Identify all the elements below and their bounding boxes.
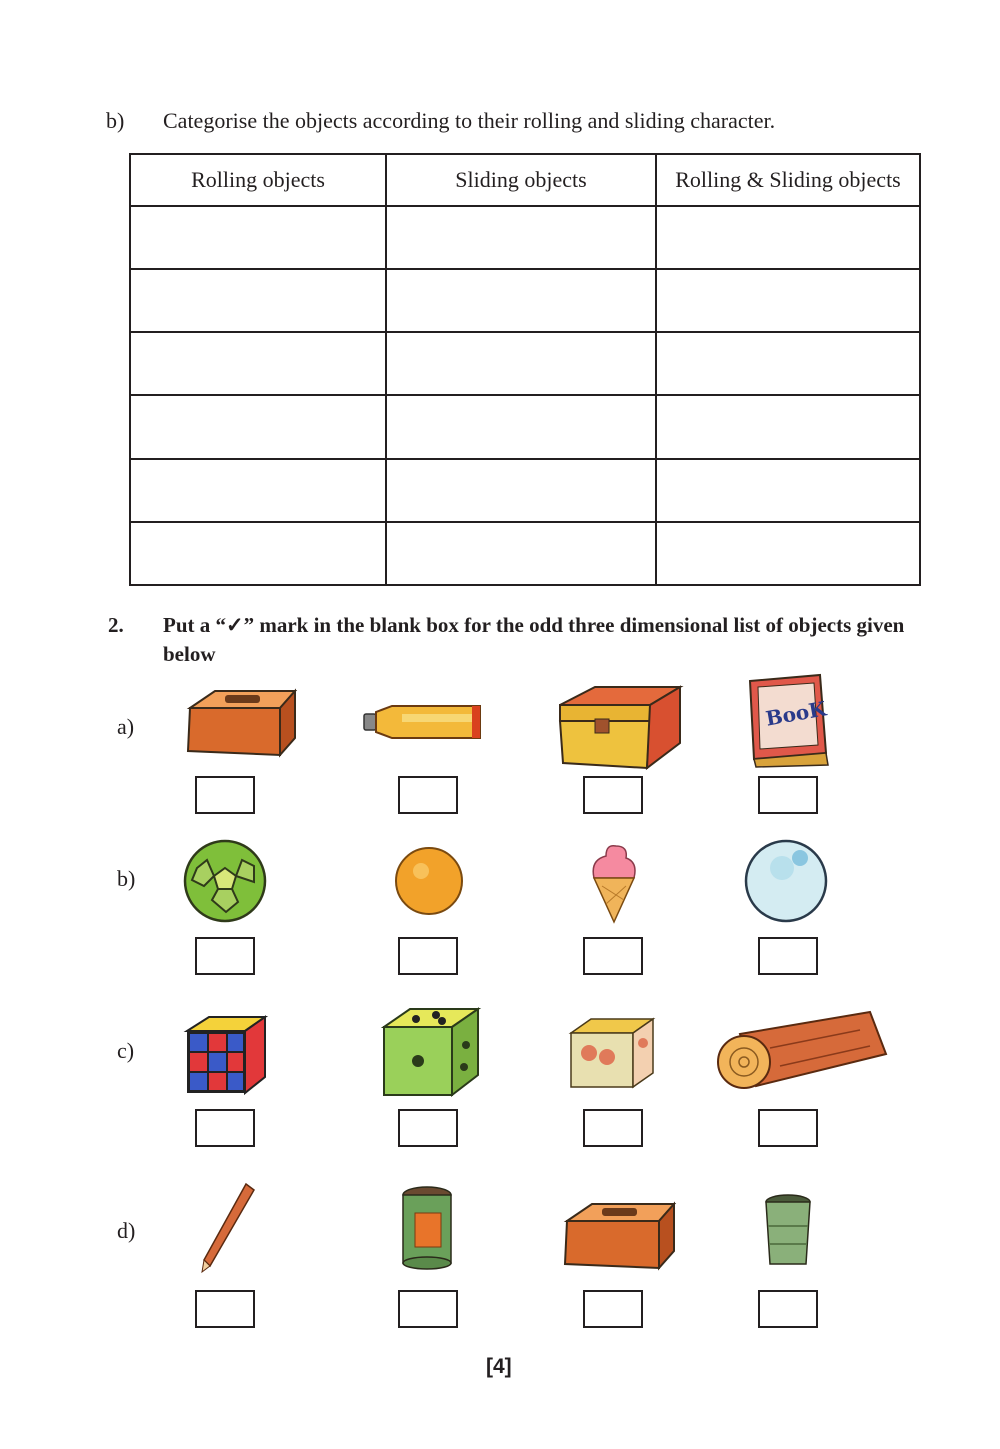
table-cell[interactable] — [130, 395, 386, 458]
row-label-a: a) — [117, 714, 135, 739]
table-cell[interactable] — [386, 395, 656, 458]
question-2-text: Put a “✓” mark in the blank box for the odd three dimensional list of objects given below — [163, 613, 905, 666]
svg-text:BooK: BooK — [763, 696, 829, 731]
page-number: [4] — [486, 1355, 512, 1378]
biscuit-box-icon — [567, 1015, 657, 1090]
answer-box-a1[interactable] — [195, 776, 255, 814]
table-cell[interactable] — [656, 206, 920, 269]
dice-icon — [380, 1005, 482, 1100]
answer-box-c2[interactable] — [398, 1109, 458, 1147]
tin-can-icon — [397, 1185, 457, 1270]
table-cell[interactable] — [130, 332, 386, 395]
table-cell[interactable] — [656, 269, 920, 332]
table-cell[interactable] — [656, 459, 920, 522]
chest-box-icon — [555, 683, 685, 773]
table-cell[interactable] — [386, 459, 656, 522]
table-cell[interactable] — [656, 332, 920, 395]
row-label-c: c) — [117, 1038, 135, 1063]
ice-cream-cone-icon — [584, 840, 644, 925]
table-cell[interactable] — [656, 522, 920, 585]
table-row — [130, 332, 920, 395]
answer-box-a2[interactable] — [398, 776, 458, 814]
answer-box-b2[interactable] — [398, 937, 458, 975]
answer-box-c3[interactable] — [583, 1109, 643, 1147]
question-2-number: 2. — [108, 613, 124, 637]
answer-box-d1[interactable] — [195, 1290, 255, 1328]
header-rolling-sliding: Rolling & Sliding objects — [656, 154, 920, 206]
rubik-cube-icon — [183, 1013, 269, 1099]
table-cell[interactable] — [386, 206, 656, 269]
table-cell[interactable] — [386, 332, 656, 395]
table-cell[interactable] — [130, 269, 386, 332]
table-row — [130, 522, 920, 585]
tissue-box-icon — [180, 683, 300, 763]
orange-icon — [393, 845, 465, 917]
answer-box-c4[interactable] — [758, 1109, 818, 1147]
row-label-d: d) — [117, 1218, 136, 1243]
table-cell[interactable] — [130, 206, 386, 269]
answer-box-d4[interactable] — [758, 1290, 818, 1328]
answer-box-b3[interactable] — [583, 937, 643, 975]
wooden-log-icon — [710, 1008, 892, 1098]
categorise-table — [129, 153, 921, 586]
answer-box-d2[interactable] — [398, 1290, 458, 1328]
answer-box-b4[interactable] — [758, 937, 818, 975]
question-b-text: Categorise the objects according to their rolling and sliding character. — [163, 108, 776, 133]
row-label-b: b) — [117, 866, 136, 891]
question-b-label: b) — [106, 108, 125, 133]
table-cell[interactable] — [130, 522, 386, 585]
table-cell[interactable] — [386, 269, 656, 332]
paste-tube-icon — [362, 700, 487, 745]
header-sliding: Sliding objects — [386, 154, 656, 206]
answer-box-d3[interactable] — [583, 1290, 643, 1328]
answer-box-c1[interactable] — [195, 1109, 255, 1147]
table-row — [130, 459, 920, 522]
book-icon — [742, 673, 832, 768]
header-rolling: Rolling objects — [130, 154, 386, 206]
table-cell[interactable] — [386, 522, 656, 585]
tissue-box-icon — [557, 1196, 679, 1276]
table-row — [130, 269, 920, 332]
answer-box-b1[interactable] — [195, 937, 255, 975]
table-cell[interactable] — [130, 459, 386, 522]
football-icon — [182, 838, 268, 924]
pencil-icon — [196, 1180, 260, 1275]
answer-box-a4[interactable] — [758, 776, 818, 814]
table-cell[interactable] — [656, 395, 920, 458]
table-row — [130, 395, 920, 458]
table-row — [130, 206, 920, 269]
cup-icon — [760, 1192, 816, 1270]
answer-box-a3[interactable] — [583, 776, 643, 814]
glass-ball-icon — [742, 838, 830, 924]
